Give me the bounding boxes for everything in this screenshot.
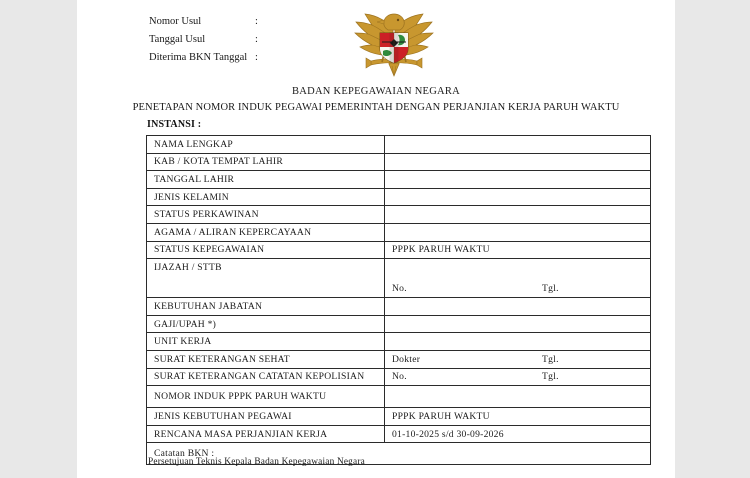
meta-label-nomor-usul: Nomor Usul [149,16,202,27]
table-row [147,136,651,154]
row-value-status-kepegawaian[interactable]: PPPK PARUH WAKTU [385,241,651,259]
row-label-gaji-upah: GAJI/UPAH *) [147,315,385,333]
meta-label-diterima-bkn-tanggal: Diterima BKN Tanggal [149,52,248,63]
document-page-inner [77,0,675,478]
row-value-agama-aliran-kepercayaan[interactable] [385,223,651,241]
table-row [147,408,651,426]
meta-colon-tanggal-usul: : [255,34,258,45]
title-block [77,84,675,116]
instansi-label: INSTANSI : [147,119,202,130]
row-value-nomor-induk-pppk-paruh-waktu[interactable] [385,386,651,408]
table-row [147,315,651,333]
table-row [147,206,651,224]
row-label-rencana-masa-perjanjian-kerja: RENCANA MASA PERJANJIAN KERJA [147,425,385,443]
meta-label-tanggal-usul: Tanggal Usul [149,34,206,45]
row-label-jenis-kebutuhan-pegawai: JENIS KEBUTUHAN PEGAWAI [147,408,385,426]
row-label-nama-lengkap: NAMA LENGKAP [147,136,385,154]
meta-row-tanggal-usul [149,31,349,49]
ijazah-no-label: No. [392,283,407,295]
row-value-kebutuhan-jabatan[interactable] [385,298,651,316]
ijazah-tgl-label: Tgl. [542,283,559,295]
row-value-unit-kerja[interactable] [385,333,651,351]
table-row [147,425,651,443]
row-label-nomor-induk-pppk-paruh-waktu: NOMOR INDUK PPPK PARUH WAKTU [147,386,385,408]
row-value-surat-keterangan-sehat[interactable] [385,350,651,368]
table-row [147,259,651,298]
table-row [147,223,651,241]
surat-sehat-dokter-label: Dokter [392,353,421,365]
meta-colon-nomor-usul: : [255,16,258,27]
row-label-kab-kota-tempat-lahir: KAB / KOTA TEMPAT LAHIR [147,153,385,171]
table-row [147,188,651,206]
row-label-kebutuhan-jabatan: KEBUTUHAN JABATAN [147,298,385,316]
surat-sehat-tgl-label: Tgl. [542,353,559,365]
table-row [147,171,651,189]
row-value-nama-lengkap[interactable] [385,136,651,154]
row-label-surat-keterangan-sehat: SURAT KETERANGAN SEHAT [147,350,385,368]
skck-tgl-label: Tgl. [542,371,559,383]
row-label-status-kepegawaian: STATUS KEPEGAWAIAN [147,241,385,259]
row-value-kab-kota-tempat-lahir[interactable] [385,153,651,171]
row-value-jenis-kelamin[interactable] [385,188,651,206]
row-label-status-perkawinan: STATUS PERKAWINAN [147,206,385,224]
row-label-agama-aliran-kepercayaan: AGAMA / ALIRAN KEPERCAYAAN [147,223,385,241]
meta-row-diterima-bkn-tanggal [149,49,349,67]
garuda-pancasila-emblem [349,6,439,88]
table-row [147,368,651,386]
catatan-bkn-label[interactable]: Catatan BKN : [147,443,651,465]
table-row [147,333,651,351]
table-row [147,241,651,259]
meta-block [149,13,349,67]
table-row [147,386,651,408]
row-value-rencana-masa-perjanjian-kerja[interactable]: 01-10-2025 s/d 30-09-2026 [385,425,651,443]
table-row [147,153,651,171]
skck-no-label: No. [392,371,407,383]
footer-approval-text: Persetujuan Teknis Kepala Badan Kepegawaian Negara [148,457,365,467]
row-value-ijazah-sttb[interactable] [385,259,651,298]
document-title-subject: PENETAPAN NOMOR INDUK PEGAWAI PEMERINTAH DENGAN PERJANJIAN KERJA PARUH WAKTU [132,102,620,113]
document-title-agency: BADAN KEPEGAWAIAN NEGARA [292,86,460,97]
document-page [77,0,675,478]
row-value-surat-keterangan-catatan-kepolisian[interactable] [385,368,651,386]
meta-row-nomor-usul [149,13,349,31]
row-label-tanggal-lahir: TANGGAL LAHIR [147,171,385,189]
biodata-table [146,135,651,465]
table-row [147,298,651,316]
row-label-ijazah-sttb: IJAZAH / STTB [147,259,385,298]
table-row [147,350,651,368]
row-value-tanggal-lahir[interactable] [385,171,651,189]
row-label-surat-keterangan-catatan-kepolisian: SURAT KETERANGAN CATATAN KEPOLISIAN [147,368,385,386]
meta-colon-diterima-bkn-tanggal: : [255,52,258,63]
row-label-unit-kerja: UNIT KERJA [147,333,385,351]
row-value-status-perkawinan[interactable] [385,206,651,224]
row-value-jenis-kebutuhan-pegawai[interactable]: PPPK PARUH WAKTU [385,408,651,426]
row-label-jenis-kelamin: JENIS KELAMIN [147,188,385,206]
row-value-gaji-upah[interactable] [385,315,651,333]
